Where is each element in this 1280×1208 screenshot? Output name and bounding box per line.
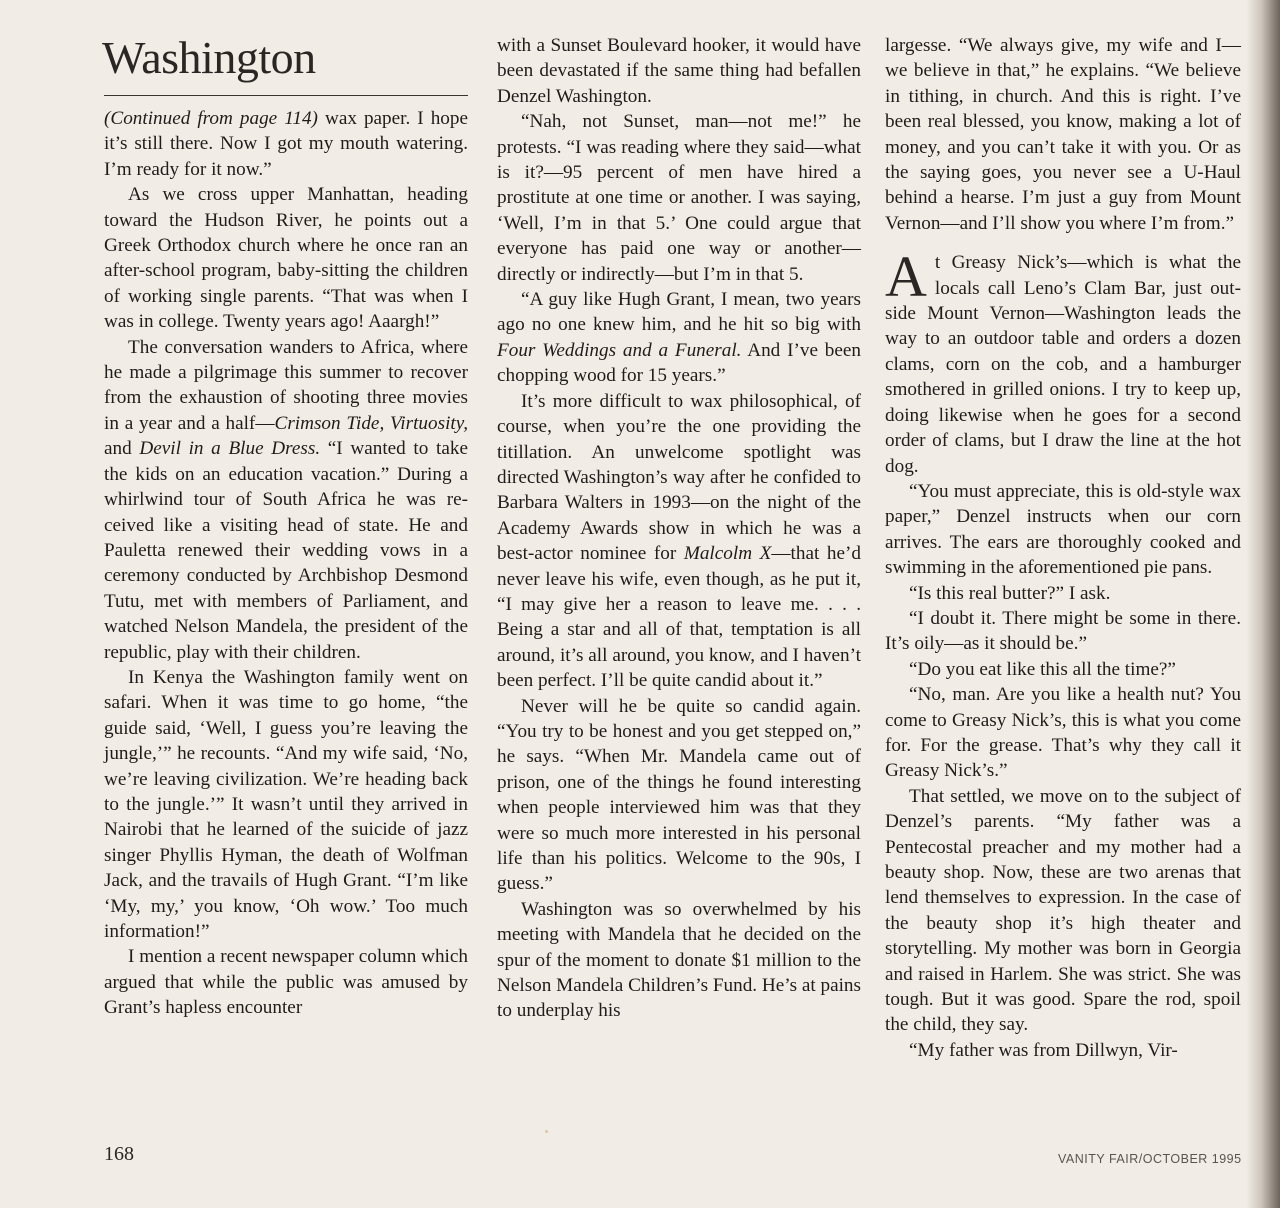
paragraph: “A guy like Hugh Grant, I mean, two years ago no one knew him, and he hit so big with Four Weddings and a Funeral. And I’ve been chopping wood for 15 years.” <box>497 289 861 387</box>
paragraph: As we cross upper Manhattan, heading toward the Hudson River, he points out a Greek Orthodox church where he once ran an after-school program, baby-sitting the children of working single parents. “That was when I was in college. Twenty years ago! Aaargh!” <box>104 184 468 333</box>
paragraph: I mention a recent newspaper column which argued that while the public was amused by Grant’s hapless encounter <box>104 946 468 1019</box>
paragraph: “Do you eat like this all the time?” <box>909 658 1176 680</box>
paragraph: That settled, we move on to the subject of Denzel’s parents. “My father was a Pentecostal preacher and my mother had a beauty shop. Now, these are two arenas that lend themselves to expression. In the case of the beauty shop it’s high theater and storytelling. My mother was born in Georgia and raised in Harlem. She was strict. She was tough. But it was good. Spare the rod, spoil the child, they say. <box>885 785 1241 1036</box>
paragraph: (Continued from page 114) wax paper. I hope it’s still there. Now I got my mouth watering. I’m ready for it now.” <box>104 108 468 180</box>
paragraph: At Greasy Nick’s—which is what the locals call Leno’s Clam Bar, just outside Mount Vernon—Washington leads the way to an outdoor table and orders a dozen clams, corn on the cob, and a hamburger smothered in grilled onions. I try to keep up, doing likewise when he goes for a second order of clams, but I draw the line at the hot dog. <box>885 244 1241 477</box>
paragraph: It’s more difficult to wax philosophical, of course, when you’re the one providing the titillation. An unwelcome spotlight was directed Washington’s way after he confided to Barbara Walters in 1993—on the night of the Academy Awards show in which he was a best-actor nominee for Malcolm X—that he’d never leave his wife, even though, as he put it, “I may give her a reason to leave me. . . . Being a star and all of that, temptation is all around, it’s all around, you know, and I haven’t been perfect. I’ll be quite candid about it.” <box>497 390 861 692</box>
column-2 <box>497 33 861 1024</box>
paragraph: largesse. “We always give, my wife and I—we believe in that,” he explains. “We believe in tithing, in church. And this is right. I’ve been real blessed, you know, making a lot of money, and you can’t take it with you. Or as the saying goes, you never see a U-Haul behind a hearse. I’m just a guy from Mount Vernon—and I’ll show you where I’m from.” <box>885 35 1241 234</box>
section-break <box>885 236 1241 250</box>
paragraph: In Kenya the Washington family went on safari. When it was time to go home, “the guide said, ‘Well, I guess you’re leaving the jungle,’” he recounts. “And my wife said, ‘No, we’re leaving civilization. We’re heading back to the jungle.’” It wasn’t until they arrived in Nairobi that he learned of the suicide of jazz singer Phyllis Hyman, the death of Wolfman Jack, and the travails of Hugh Grant. “I’m like ‘My, my,’ you know, ‘Oh wow.’ Too much information!” <box>104 666 468 942</box>
title-rule <box>104 95 468 96</box>
paragraph: Never will he be quite so candid again. “You try to be honest and you get stepped on,” he says. “When Mr. Mandela came out of prison, one of the things he found interesting when people interviewed him was that they were so much more interested in his personal life than his politics. Welcome to the 90s, I guess.” <box>497 695 861 895</box>
continuation-note: (Continued from page 114) <box>104 108 318 129</box>
page-gutter-shadow <box>1246 0 1280 1208</box>
paragraph: with a Sunset Boulevard hooker, it would have been devastated if the same thing had befallen Denzel Washington. <box>497 35 861 107</box>
paragraph: “I doubt it. There might be some in there. It’s oily—as it should be.” <box>885 607 1241 655</box>
movie-title: Four Weddings and a Funeral. <box>497 339 742 361</box>
paragraph: “My father was from Dillwyn, Vir- <box>909 1039 1178 1061</box>
drop-cap: A <box>885 244 927 310</box>
section-title: Washington <box>102 32 316 83</box>
paragraph: “Is this real butter?” I ask. <box>909 582 1111 604</box>
print-speck <box>545 1130 548 1133</box>
paragraph: “You must appreciate, this is old-style wax paper,” Denzel instructs when our corn arrives. The ears are thoroughly cooked and swimming in the aforementioned pie pans. <box>885 480 1241 579</box>
movie-title: Devil in a Blue Dress. <box>139 438 321 460</box>
running-footer: VANITY FAIR/OCTOBER 1995 <box>1058 1152 1242 1166</box>
column-1 <box>104 30 468 1021</box>
page-number: 168 <box>104 1143 134 1165</box>
paragraph: Washington was so overwhelmed by his meeting with Mandela that he decided on the spur of the moment to donate $1 million to the Nelson Mandela Children’s Fund. He’s at pains to underplay his <box>497 898 861 1022</box>
paragraph: “No, man. Are you like a health nut? You come to Greasy Nick’s, this is what you come for. For the grease. That’s why they call it Greasy Nick’s.” <box>885 684 1241 782</box>
paragraph: The conversation wanders to Africa, where he made a pilgrimage this summer to recover from the exhaustion of shooting three movies in a year and a half—Crimson Tide, Virtuosity, and Devil in a Blue Dress. “I wanted to take the kids on an education vacation.” During a whirlwind tour of South Africa he was received like a visiting head of state. He and Pauletta renewed their wedding vows in a ceremony conducted by Archbishop Desmond Tutu, met with members of Parliament, and watched Nelson Mandela, the president of the republic, play with their children. <box>104 336 468 663</box>
movie-titles: Crimson Tide, Virtuosity, <box>274 412 468 434</box>
paragraph: “Nah, not Sunset, man—not me!” he protests. “I was reading where they said—what is it?—95 percent of men have hired a prostitute at one time or another. I was saying, ‘Well, I’m in that 5.’ One could argue that everyone has paid one way or another—directly or indirectly—but I’m in that 5. <box>497 111 861 285</box>
column-3 <box>885 33 1241 1063</box>
movie-title: Malcolm X <box>683 543 772 565</box>
